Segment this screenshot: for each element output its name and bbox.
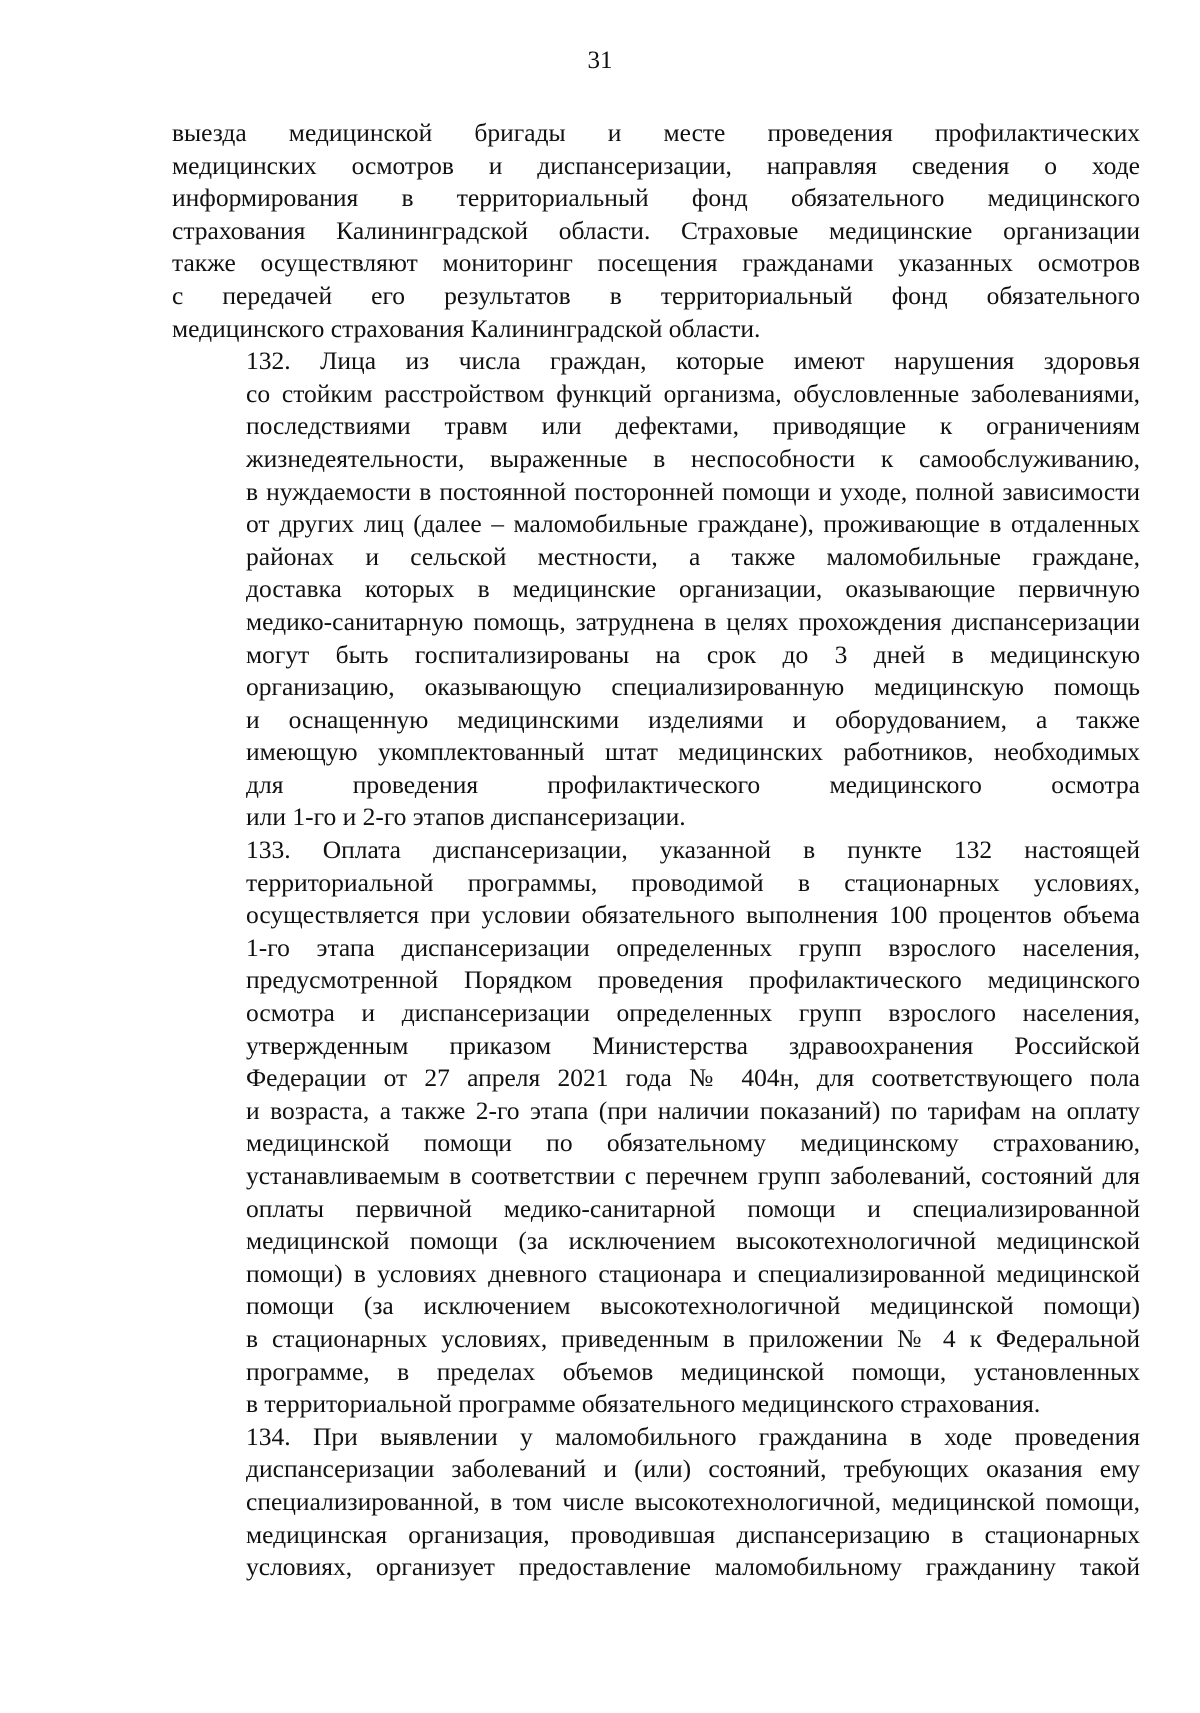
text-line: также осуществляют мониторинг посещения гражданами указанных осмотров [172, 248, 1140, 278]
text-line: утвержденным приказом Министерства здравоохранения Российской [246, 1030, 1140, 1060]
text-line: медико-санитарную помощь, затруднена в целях прохождения диспансеризации [246, 606, 1140, 636]
text-line: последствиями травм или дефектами, приводящие к ограничениям [246, 411, 1140, 441]
text-line: осмотра и диспансеризации определенных групп взрослого населения, [246, 998, 1140, 1028]
text-line: медицинской помощи (за исключением высокотехнологичной медицинской [246, 1226, 1140, 1256]
text-line: или 1-го и 2-го этапов диспансеризации. [246, 802, 686, 832]
text-line: со стойким расстройством функций организма, обусловленные заболеваниями, [246, 378, 1140, 408]
paragraph [172, 117, 1140, 345]
text-line: диспансеризации заболеваний и (или) состояний, требующих оказания ему [246, 1454, 1140, 1484]
text-line: помощи (за исключением высокотехнологичной медицинской помощи) [246, 1291, 1140, 1321]
text-line: медицинских осмотров и диспансеризации, направляя сведения о ходе [172, 150, 1140, 180]
text-line: районах и сельской местности, а также маломобильные граждане, [246, 541, 1140, 571]
text-line: в стационарных условиях, приведенным в приложении № 4 к Федеральной [246, 1323, 1140, 1353]
text-line: медицинская организация, проводившая диспансеризацию в стационарных [246, 1519, 1140, 1549]
text-line: программе, в пределах объемов медицинской помощи, установленных [246, 1356, 1140, 1386]
text-line: информирования в территориальный фонд обязательного медицинского [172, 183, 1140, 213]
text-line: оплаты первичной медико-санитарной помощи и специализированной [246, 1193, 1140, 1223]
document-body [172, 117, 1140, 1584]
paragraph [172, 834, 1140, 1421]
text-line: 132. Лица из числа граждан, которые имеют нарушения здоровья [246, 346, 1140, 376]
text-line: выезда медицинской бригады и месте проведения профилактических [172, 118, 1140, 147]
text-line: предусмотренной Порядком проведения профилактического медицинского [246, 965, 1140, 995]
text-line: организацию, оказывающую специализированную медицинскую помощь [246, 672, 1140, 702]
text-line: с передачей его результатов в территориальный фонд обязательного [172, 280, 1140, 310]
paragraph [172, 1421, 1140, 1584]
text-line: в нуждаемости в постоянной посторонней помощи и уходе, полной зависимости [246, 476, 1140, 506]
text-line: от других лиц (далее – маломобильные граждане), проживающие в отдаленных [246, 509, 1140, 539]
text-line: территориальной программы, проводимой в стационарных условиях, [246, 867, 1140, 897]
text-line: для проведения профилактического медицинского осмотра [246, 769, 1140, 799]
text-line: 1-го этапа диспансеризации определенных групп взрослого населения, [246, 932, 1140, 962]
text-line: медицинской помощи по обязательному медицинскому страхованию, [246, 1128, 1140, 1158]
text-line: доставка которых в медицинские организации, оказывающие первичную [246, 574, 1140, 604]
text-line: специализированной, в том числе высокотехнологичной, медицинской помощи, [246, 1486, 1140, 1516]
text-line: жизнедеятельности, выраженные в неспособности к самообслуживанию, [246, 443, 1140, 473]
text-line: и оснащенную медицинскими изделиями и оборудованием, а также [246, 704, 1140, 734]
text-line: 134. При выявлении у маломобильного гражданина в ходе проведения [246, 1421, 1140, 1451]
text-line: страхования Калининградской области. Страховые медицинские организации [172, 215, 1140, 245]
text-line: осуществляется при условии обязательного выполнения 100 процентов объема [246, 900, 1140, 930]
text-line: условиях, организует предоставление маломобильному гражданину такой [246, 1552, 1140, 1582]
text-line: Федерации от 27 апреля 2021 года № 404н, для соответствующего пола [246, 1063, 1140, 1093]
text-line: 133. Оплата диспансеризации, указанной в пункте 132 настоящей [246, 835, 1140, 865]
text-line: имеющую укомплектованный штат медицинских работников, необходимых [246, 737, 1140, 767]
paragraph [172, 345, 1140, 834]
text-line: в территориальной программе обязательного медицинского страхования. [246, 1389, 1041, 1419]
text-line: и возраста, а также 2-го этапа (при наличии показаний) по тарифам на оплату [246, 1095, 1140, 1125]
text-line: могут быть госпитализированы на срок до 3 дней в медицинскую [246, 639, 1140, 669]
text-line: медицинского страхования Калининградской области. [172, 313, 761, 343]
text-line: помощи) в условиях дневного стационара и специализированной медицинской [246, 1258, 1140, 1288]
text-line: устанавливаемым в соответствии с перечнем групп заболеваний, состояний для [246, 1161, 1140, 1190]
page-number: 31 [587, 47, 613, 74]
